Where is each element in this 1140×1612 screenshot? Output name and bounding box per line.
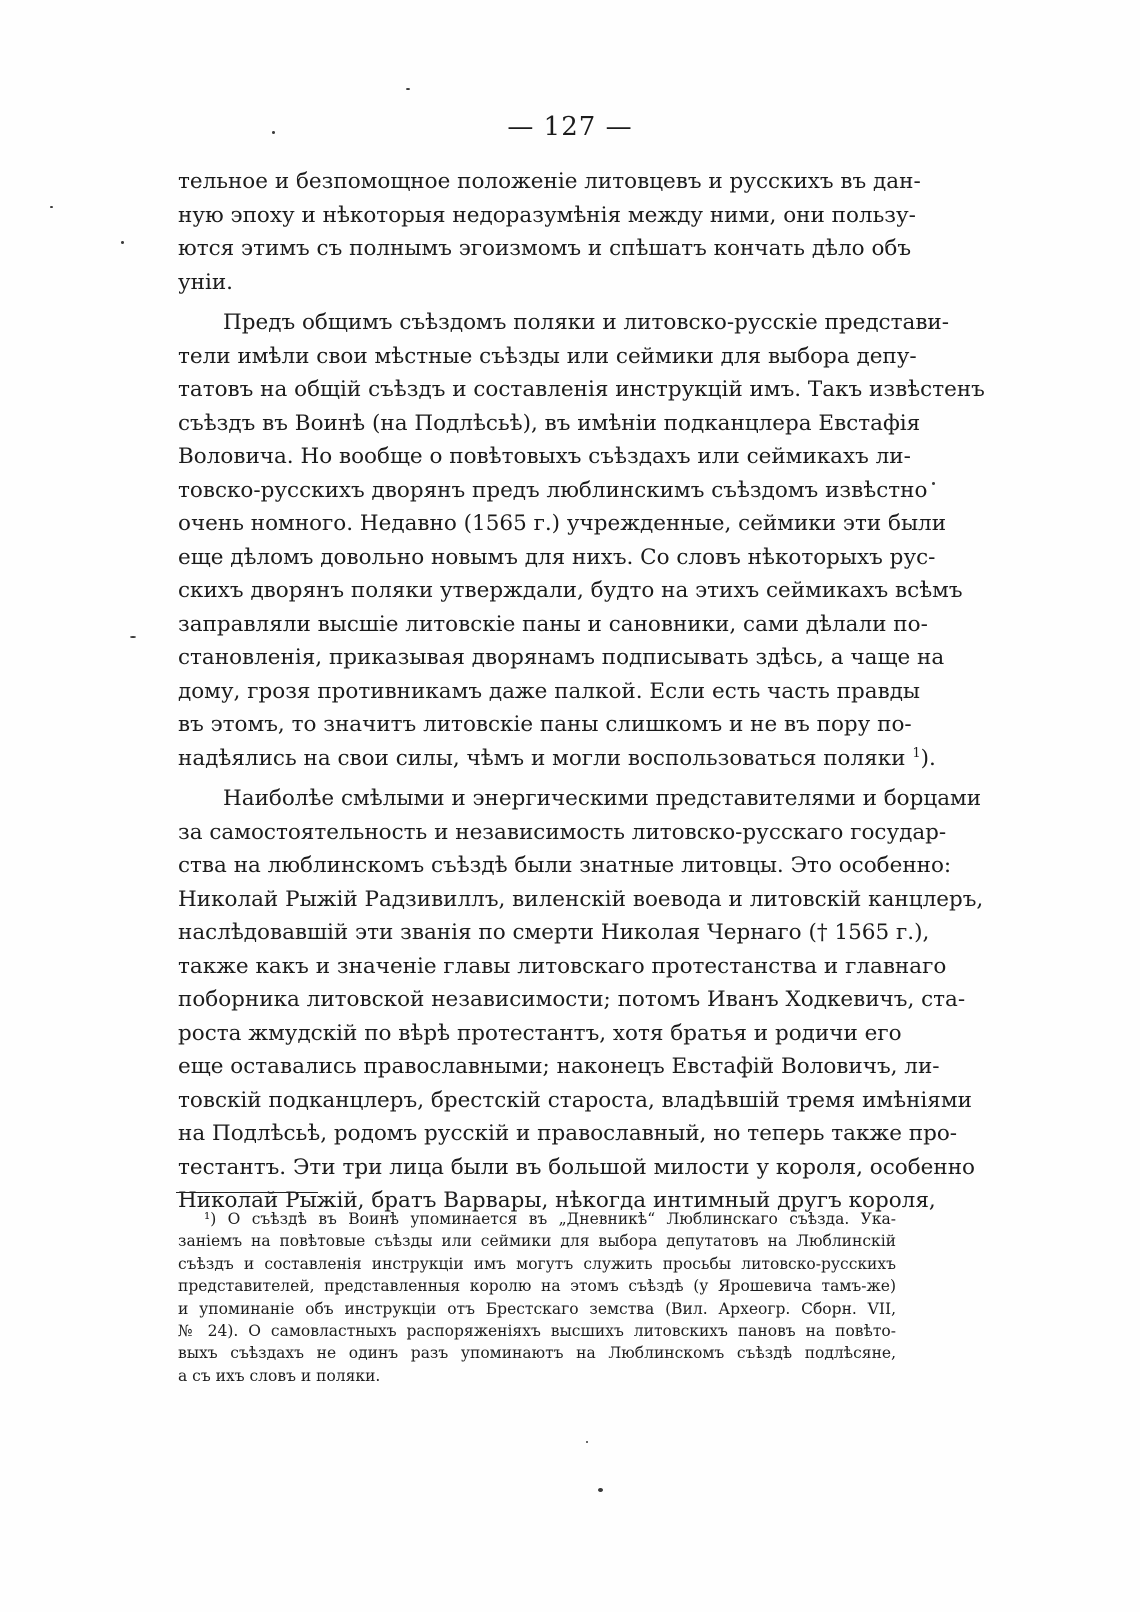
scan-speck	[932, 482, 935, 485]
text-line: Предъ общимъ съѣздомъ поляки и литовско-русскіе представи-	[223, 310, 950, 335]
paragraph-gap	[178, 299, 900, 306]
paragraph-gap	[178, 775, 900, 782]
text-line: еще дѣломъ довольно новымъ для нихъ. Со словъ нѣкоторыхъ рус-	[178, 544, 936, 570]
footnote-reference[interactable]: 1	[912, 745, 921, 761]
footnote-marker: ¹)	[204, 1210, 217, 1228]
footnote-text: О съѣздѣ въ Воинѣ упоминается въ „Дневникѣ“ Люблинскаго съѣзда. Ука-	[227, 1210, 896, 1228]
scan-speck	[121, 241, 124, 244]
footnote-line: выхъ съѣздахъ не одинъ разъ упоминаютъ на Люблинскомъ съѣздѣ подлѣсяне,	[178, 1344, 896, 1363]
text-line: съѣздъ въ Воинѣ (на Подлѣсьѣ), въ имѣніи подканцлера Евстафія	[178, 410, 921, 436]
text-line: дому, грозя противникамъ даже палкой. Если есть часть правды	[178, 678, 921, 704]
footnote-line: представителей, представленныя королю на этомъ съѣздѣ (у Ярошевича тамъ-же)	[178, 1277, 896, 1296]
footnote-divider	[176, 1192, 318, 1193]
scan-speck	[130, 636, 136, 638]
text-fragment: надѣялись на свои силы, чѣмъ и могли воспользоваться поляки	[178, 745, 906, 771]
text-line: товско-русскихъ дворянъ предъ люблинскимъ съѣздомъ извѣстно	[178, 477, 928, 503]
footnote	[178, 1208, 896, 1387]
text-line: татовъ на общій съѣздъ и составленія инструкцій имъ. Такъ извѣстенъ	[178, 377, 985, 402]
page-number: — 127 —	[507, 112, 633, 142]
footnote-line: № 24). О самовластныхъ распоряженіяхъ высшихъ литовскихъ пановъ на повѣто-	[178, 1321, 896, 1340]
text-line: также какъ и значеніе главы литовскаго протестанства и главнаго	[178, 953, 947, 979]
text-line: ства на люблинскомъ съѣздѣ были знатные литовцы. Это особенно:	[178, 853, 952, 878]
main-text	[178, 165, 985, 1218]
scan-speck	[586, 1441, 588, 1443]
text-line: товскій подканцлеръ, брестскій староста, владѣвшій тремя имѣніями	[178, 1087, 972, 1113]
footnote-line: съѣздъ и составленія инструкціи имъ могутъ служить просьбы литовско-русскихъ	[178, 1254, 896, 1273]
text-line: ную эпоху и нѣкоторыя недоразумѣнія между ними, они пользу-	[178, 202, 916, 228]
text-line: скихъ дворянъ поляки утверждали, будто на этихъ сеймикахъ всѣмъ	[178, 578, 963, 603]
footnote-line	[178, 1208, 896, 1230]
text-line: Николай Рыжій Радзивиллъ, виленскій воевода и литовскій канцлеръ,	[178, 886, 984, 912]
text-line: въ этомъ, то значитъ литовскіе паны слишкомъ и не въ пору по-	[178, 712, 912, 737]
footnote-line: заніемъ на повѣтовые съѣзды или сеймики для выбора депутатовъ на Люблинскій	[178, 1232, 896, 1251]
scan-speck	[50, 206, 53, 208]
text-line: тестантъ. Эти три лица были въ большой милости у короля, особенно	[178, 1154, 976, 1180]
text-line: роста жмудскій по вѣрѣ протестантъ, хотя братья и родичи его	[178, 1020, 902, 1046]
text-line: еще оставались православными; наконецъ Евстафій Воловичъ, ли-	[178, 1054, 940, 1079]
text-line: очень номного. Недавно (1565 г.) учрежденные, сеймики эти были	[178, 511, 947, 536]
paragraph-1	[178, 165, 921, 299]
text-line: уніи.	[178, 269, 234, 295]
paragraph-3	[178, 782, 984, 1218]
text-line: ются этимъ съ полнымъ эгоизмомъ и спѣшатъ кончать дѣло объ	[178, 236, 912, 261]
text-line: заправляли высшіе литовскіе паны и сановники, сами дѣлали по-	[178, 611, 928, 637]
footnote-line: а съ ихъ словъ и поляки.	[178, 1366, 381, 1385]
text-line: тельное и безпомощное положеніе литовцевъ и русскихъ въ дан-	[178, 169, 921, 194]
text-line: становленія, приказывая дворянамъ подписывать здѣсь, а чаще на	[178, 645, 945, 670]
text-line: тели имѣли свои мѣстные съѣзды или сеймики для выбора депу-	[178, 343, 917, 369]
text-line: Наиболѣе смѣлыми и энергическими представителями и борцами	[223, 786, 982, 811]
text-line: за самостоятельность и независимость литовско-русскаго государ-	[178, 819, 947, 845]
scan-speck	[406, 88, 410, 90]
scan-speck	[272, 131, 275, 134]
text-line: поборника литовской независимости; потомъ Иванъ Ходкевичъ, ста-	[178, 987, 966, 1012]
paragraph-2	[178, 306, 985, 775]
text-line-with-footnote	[178, 742, 936, 776]
scan-speck	[598, 1488, 603, 1492]
text-fragment: ).	[920, 745, 936, 771]
text-line: Николай Рыжій, братъ Варвары, нѣкогда интимный другъ короля,	[178, 1188, 936, 1213]
footnote-line: и упоминаніе объ инструкціи отъ Брестскаго земства (Вил. Археогр. Сборн. VII,	[178, 1299, 896, 1318]
text-line: Воловича. Но вообще о повѣтовыхъ съѣздахъ или сеймикахъ ли-	[178, 444, 911, 469]
text-line: на Подлѣсьѣ, родомъ русскій и православный, но теперь также про-	[178, 1121, 958, 1146]
text-line: наслѣдовавшій эти званія по смерти Николая Чернаго († 1565 г.),	[178, 920, 930, 945]
